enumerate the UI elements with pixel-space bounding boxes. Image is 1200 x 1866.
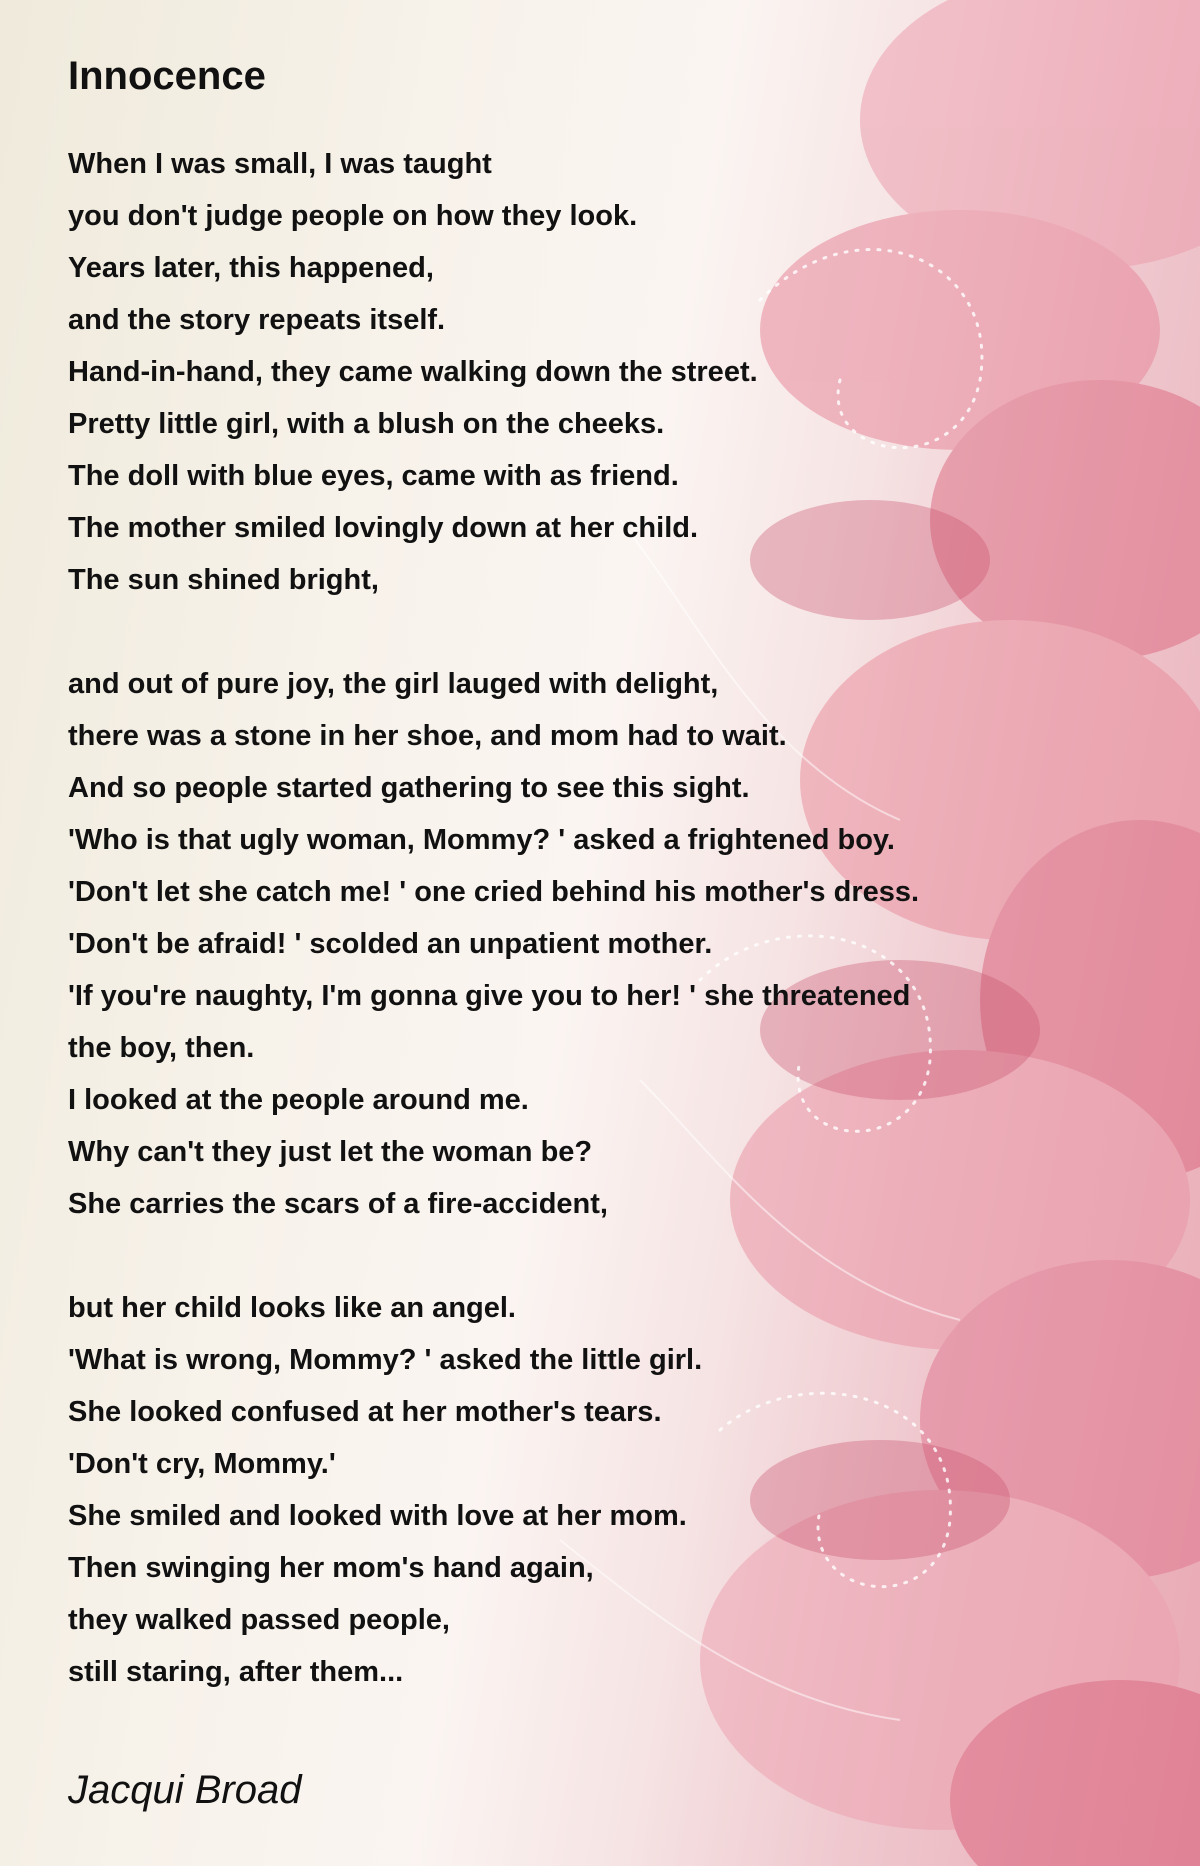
poem-author: Jacqui Broad	[68, 1768, 302, 1812]
poem-stanza	[68, 658, 1068, 1230]
poem-title: Innocence	[68, 54, 266, 98]
poem-line: The sun shined bright,	[68, 564, 379, 596]
poem-line: they walked passed people,	[68, 1604, 450, 1636]
poem-line: still staring, after them...	[68, 1656, 404, 1688]
poem-body	[68, 138, 1068, 1698]
poem-line: 'What is wrong, Mommy? ' asked the little girl.	[68, 1344, 703, 1376]
poem-line: Pretty little girl, with a blush on the cheeks.	[68, 408, 665, 440]
poem-line: The doll with blue eyes, came with as friend.	[68, 460, 679, 492]
poem-line: Then swinging her mom's hand again,	[68, 1552, 594, 1584]
poem-line: 'Don't cry, Mommy.'	[68, 1448, 336, 1480]
poem-line: and out of pure joy, the girl lauged with delight,	[68, 668, 719, 700]
poem-content	[68, 44, 1068, 1750]
poem-line: She looked confused at her mother's tears.	[68, 1396, 662, 1428]
poem-line: And so people started gathering to see this sight.	[68, 772, 750, 804]
poem-line: 'Who is that ugly woman, Mommy? ' asked a frightened boy.	[68, 824, 895, 856]
poem-line: and the story repeats itself.	[68, 304, 446, 336]
poem-line: the boy, then.	[68, 1032, 255, 1064]
poem-line: The mother smiled lovingly down at her child.	[68, 512, 699, 544]
poem-line: 'If you're naughty, I'm gonna give you to her! ' she threatened	[68, 980, 911, 1012]
poem-line: but her child looks like an angel.	[68, 1292, 516, 1324]
poem-line: there was a stone in her shoe, and mom had to wait.	[68, 720, 787, 752]
poem-line: Years later, this happened,	[68, 252, 434, 284]
poem-line: 'Don't be afraid! ' scolded an unpatient mother.	[68, 928, 713, 960]
poem-line: When I was small, I was taught	[68, 148, 492, 180]
poem-line: 'Don't let she catch me! ' one cried behind his mother's dress.	[68, 876, 920, 908]
poem-stanza	[68, 1282, 1068, 1698]
poem-line: Why can't they just let the woman be?	[68, 1136, 593, 1168]
poem-line: Hand-in-hand, they came walking down the street.	[68, 356, 758, 388]
poem-stanza	[68, 138, 1068, 606]
poem-line: She smiled and looked with love at her mom.	[68, 1500, 687, 1532]
poem-line: you don't judge people on how they look.	[68, 200, 638, 232]
poem-line: She carries the scars of a fire-accident,	[68, 1188, 608, 1220]
poem-line: I looked at the people around me.	[68, 1084, 529, 1116]
